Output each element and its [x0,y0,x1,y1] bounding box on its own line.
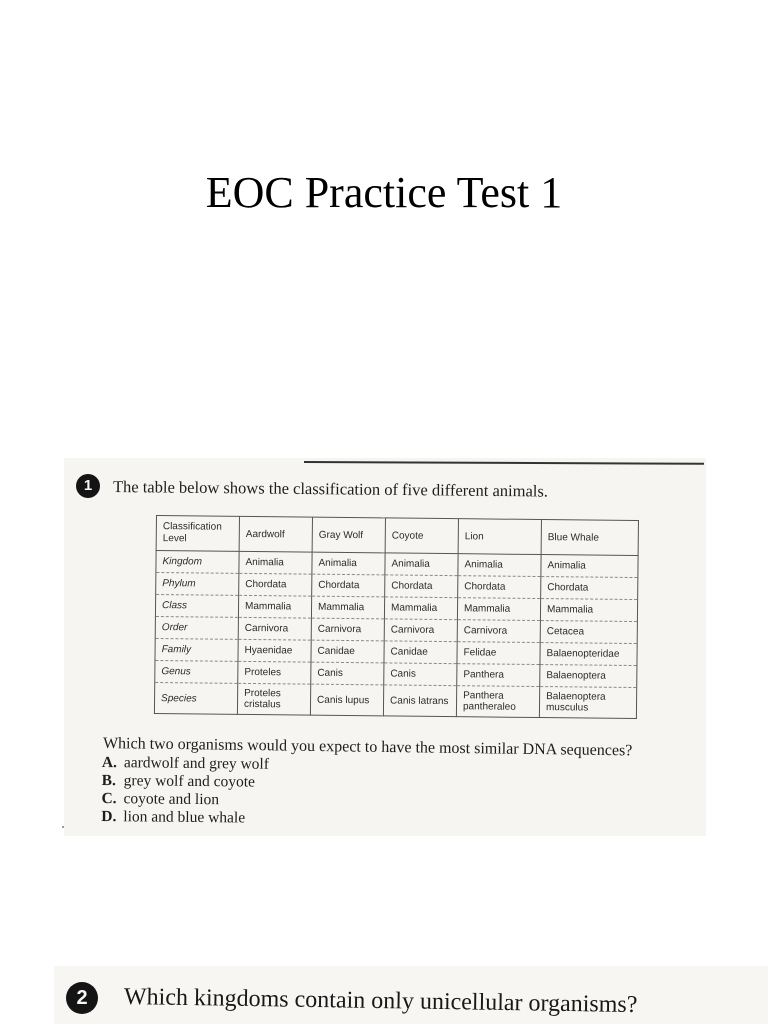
table-cell: Family [155,638,238,661]
table-cell: Order [155,616,238,639]
table-cell: Canis [384,663,457,686]
table-cell: Mammalia [311,596,384,619]
table-cell: Mammalia [238,595,311,618]
table-cell: Mammalia [384,597,457,620]
choice-letter: C. [101,789,117,808]
table-cell: Carnivora [311,618,384,641]
table-header: Classification Level [156,516,239,552]
choice-letter: A. [101,754,118,772]
answer-choice-a [102,754,269,774]
table-cell: Felidae [457,642,540,665]
table-cell: Class [155,595,238,618]
table-header: Gray Wolf [312,517,385,553]
table-cell: Cetacea [540,621,637,644]
table-cell: Hyaenidae [238,639,311,662]
table-cell: Balaenoptera musculus [539,687,636,719]
choice-text: lion and blue whale [123,808,246,827]
question-1-prompt: The table below shows the classification of five different animals. [112,477,549,501]
table-cell: Canis latrans [383,685,456,717]
table-cell: Mammalia [457,598,540,621]
answer-choices [101,754,269,828]
table-cell: Chordata [541,577,638,600]
table-cell: Phylum [156,573,239,596]
table-cell: Panthera pantheraleo [456,686,539,718]
table-header: Blue Whale [541,520,638,556]
table-cell: Proteles [238,661,311,684]
table-cell: Balaenoptera [540,665,637,688]
table-header: Coyote [385,518,458,554]
choice-letter: D. [101,807,117,826]
choice-letter: B. [101,771,117,790]
table-cell: Chordata [312,574,385,597]
choice-text: aardwolf and grey wolf [123,754,270,773]
table-cell: Canis [311,662,384,685]
table-cell: Kingdom [156,551,239,574]
question-2-prompt: Which kingdoms contain only unicellular organisms? [123,984,638,1019]
table-cell: Canidae [311,640,384,663]
question-1-number-badge: 1 [76,474,100,498]
table-cell: Animalia [458,554,541,577]
question-1-text: Which two organisms would you expect to have the most similar DNA sequences? [102,735,633,760]
scan-speck [62,826,64,828]
table-cell: Canidae [384,641,457,664]
classification-table [154,515,639,719]
table-header-row [156,516,638,556]
page-title: EOC Practice Test 1 [205,168,563,217]
table-cell: Balaenopteridae [540,643,637,666]
table-cell: Panthera [457,664,540,687]
table-header: Aardwolf [239,516,312,552]
answer-choice-b [102,772,269,792]
table-row [154,682,636,718]
table-cell: Carnivora [238,617,311,640]
table-cell: Carnivora [457,620,540,643]
table-cell: Animalia [239,551,312,574]
choice-text: coyote and lion [123,790,220,809]
table-cell: Animalia [385,553,458,576]
table-cell: Carnivora [384,619,457,642]
table-cell: Species [154,682,237,714]
table-cell: Genus [155,660,238,683]
table-cell: Chordata [239,573,312,596]
question-2-number-badge: 2 [66,982,98,1014]
choice-text: grey wolf and coyote [123,772,256,791]
table-cell: Canis lupus [310,684,383,716]
table-cell: Proteles cristalus [237,683,310,715]
answer-choice-c [101,790,268,810]
table-header: Lion [458,519,541,555]
table-cell: Animalia [541,555,638,578]
table-cell: Animalia [312,552,385,575]
table-cell: Chordata [385,575,458,598]
table-cell: Mammalia [540,599,637,622]
answer-choice-d [101,808,268,828]
table-cell: Chordata [458,576,541,599]
